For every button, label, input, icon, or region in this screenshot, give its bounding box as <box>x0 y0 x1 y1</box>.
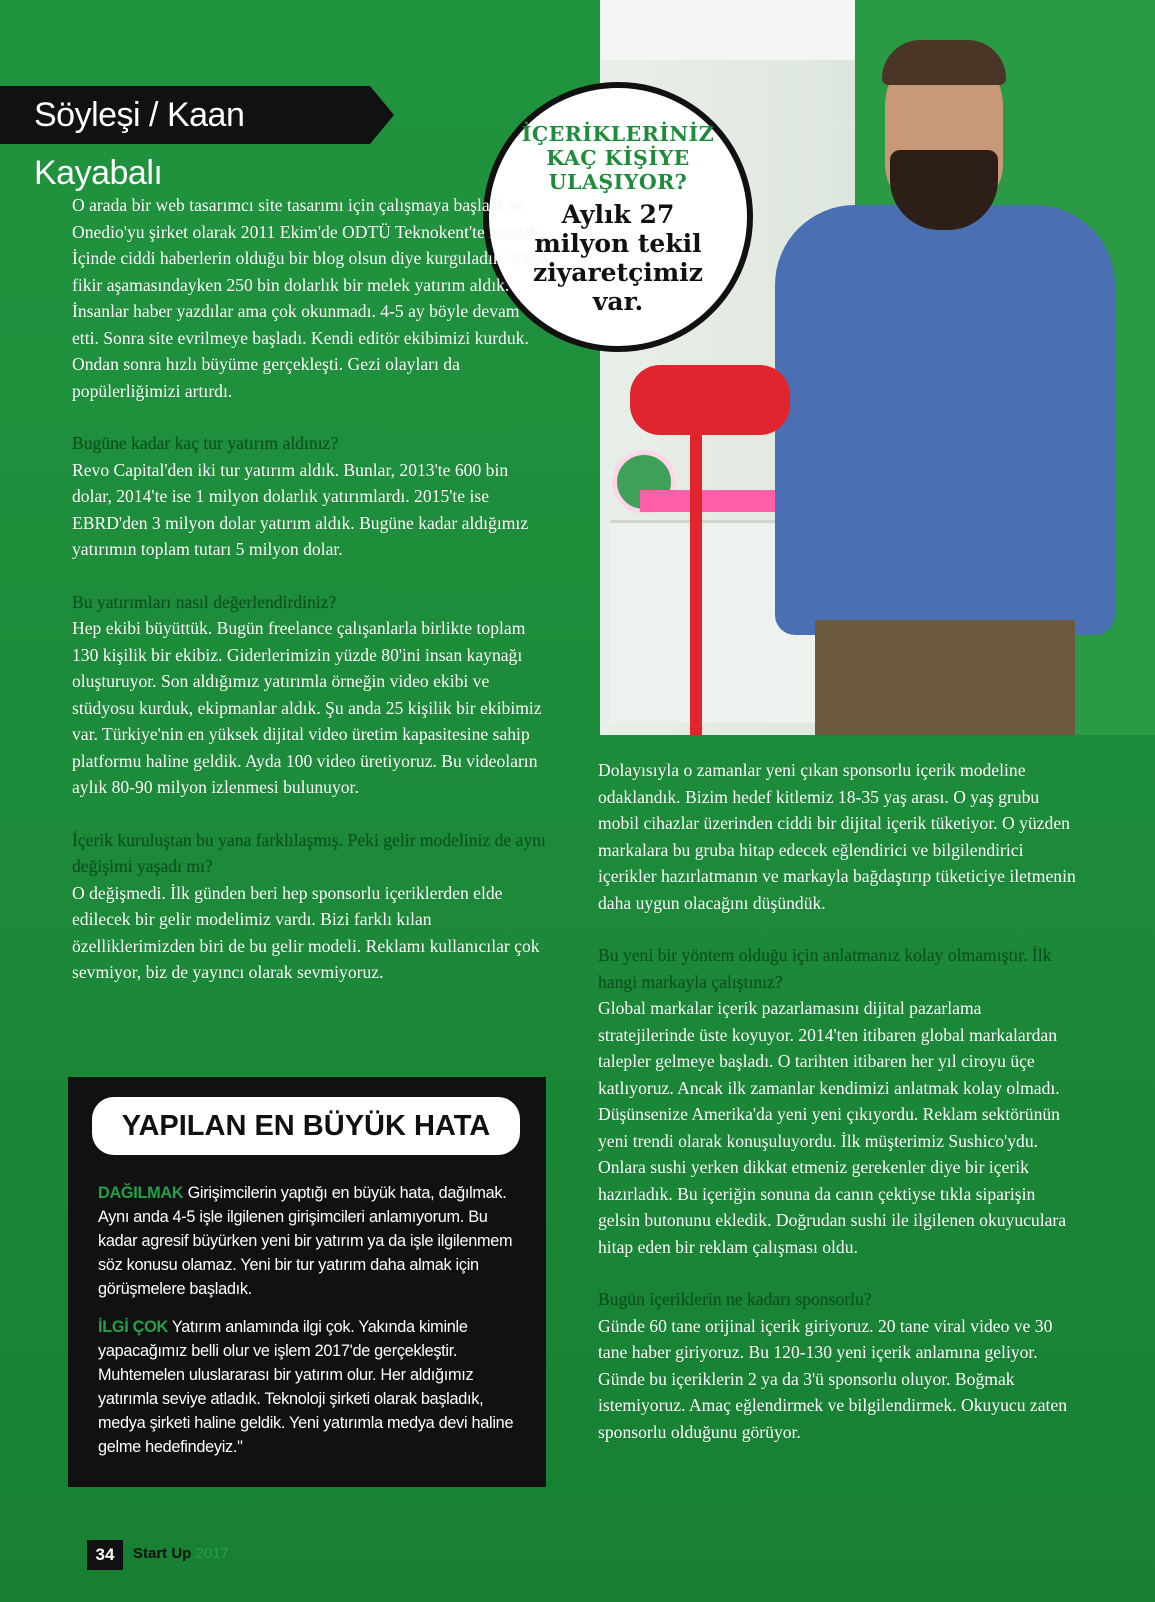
question: Bugün içeriklerin ne kadarı sponsorlu? <box>598 1289 872 1309</box>
bubble-answer: Aylık 27 milyon tekil ziyaretçimiz var. <box>533 200 703 316</box>
boxout-item-text: Yatırım anlamında ilgi çok. Yakında kiminle yapacağımız belli olur ve işlem 2017'de gerçekleştir. Muhtemelen uluslararası bir yatırım olur. Her aldığımız yatırımla seviye atladık. Teknoloji şirketi olarak başladık, medya şirketi haline geldik. Yeni yatırımla medya devi haline gelme hedefindeyiz." <box>98 1318 514 1456</box>
boxout-item <box>98 1181 518 1301</box>
answer: Günde 60 tane orijinal içerik giriyoruz. 20 tane viral video ve 30 tane haber giriyoruz. Bu 120-130 yeni içerik anlamına geliyor. Günde bu içeriklerin 2 ya da 3'ü sponsorlu oluyor. Boğmak istemiyoruz. Amaç eğlendirmek ve bilgilendirmek. Okuyucu zaten sponsorlu olduğunu görüyor. <box>598 1315 1068 1442</box>
magazine-name: Start Up <box>133 1545 192 1562</box>
qa-block <box>72 589 550 801</box>
answer-paragraph: Dolayısıyla o zamanlar yeni çıkan sponsorlu içerik modeline odaklandık. Bizim hedef kitlemiz 18-35 yaş arası. O yaş grubu mobil cihazlar üzerinden ciddi bir dijital içerik tüketiyor. O yüzden markalara bu gruba hitap edecek eğlendirici ve bilgilendirici içerikler hazırlatmanın ve markayla bağdaştırıp tüketiciye iletmenin daha uygun olacağını düşündük. <box>598 760 1076 913</box>
boxout-item-text: Girişimcilerin yaptığı en büyük hata, dağılmak. Aynı anda 4-5 işle ilgilenen girişimcileri anlamıyorum. Bu kadar agresif büyürken yeni bir yatırım ya da işle ilgilenmem söz konusu olamaz. Yeni bir tur yatırım daha almak için görüşmelere başladık. <box>98 1184 513 1298</box>
left-column <box>72 192 550 1012</box>
boxout-body <box>98 1181 518 1473</box>
section-header-tab: Söyleşi / Kaan Kayabalı <box>0 86 370 144</box>
answer: Global markalar içerik pazarlamasını dijital pazarlama stratejilerinde üste koyuyor. 2014'ten itibaren global markalardan talepler gelmeye başladı. O tarihten itibaren her yıl ciroyu üçe katlıyoruz. Ancak ilk zamanlar kendimizi anlatmak kolay olmadı. Düşünsenize Amerika'da yeni yeni çıkıyordu. Reklam sektörünün yeni trendi olarak konuşuluyordu. İlk müşterimiz Sushico'ydu. Onlara sushi yerken dikkat etmeniz gerekenler diye bir içerik hazırladık. Bu içeriğin sonuna da canın çektiyse tıkla siparişin gelsin butonunu ekledik. Doğrudan sushi ile ilgilenen okuyuculara hitap eden bir reklam çalışması oldu. <box>598 998 1067 1257</box>
answer: Hep ekibi büyüttük. Bugün freelance çalışanlarla birlikte toplam 130 kişilik bir ekibiz. Giderlerimizin yüzde 80'ini insan kaynağı oluşturuyor. Son aldığımız yatırımla örneğin video ekibi ve stüdyosu kurduk, ekipmanlar aldık. Şu anda 25 kişilik bir ekibimiz var. Türkiye'nin en yüksek dijital video üretim kapasitesine sahip platformu haline geldik. Ayda 100 video üretiyoruz. Bu videoların aylık 80-90 milyon izlenmesi bulunuyor. <box>72 618 542 797</box>
issue-year: 2017 <box>195 1545 229 1562</box>
answer: Revo Capital'den iki tur yatırım aldık. Bunlar, 2013'te 600 bin dolar, 2014'te ise 1 milyon dolarlık yatırımlardı. 2015'te ise EBRD'den 3 milyon dolar yatırım aldık. Bugüne kadar aldığımız yatırımın toplam tutarı 5 milyon dolar. <box>72 459 529 559</box>
boxout-item-label: İLGİ ÇOK <box>98 1318 168 1336</box>
boxout-item-label: DAĞILMAK <box>98 1184 184 1202</box>
question: Bu yatırımları nasıl değerlendirdiniz? <box>72 591 337 612</box>
qa-block <box>72 827 550 986</box>
qa-block <box>598 942 1078 1260</box>
qa-block <box>72 430 550 563</box>
boxout-title: YAPILAN EN BÜYÜK HATA <box>92 1097 520 1155</box>
magazine-label <box>133 1545 229 1562</box>
bubble-question: İÇERİKLERİNİZ KAÇ KİŞİYE ULAŞIYOR? <box>521 122 715 194</box>
qa-block <box>598 1286 1078 1445</box>
question: Bu yeni bir yöntem olduğu için anlatmanız kolay olmamıştır. İlk hangi markayla çalıştınız? <box>598 945 1052 992</box>
question: İçerik kuruluştan bu yana farklılaşmış. Peki gelir modeliniz de aynı değişimi yaşadı mı? <box>72 829 546 876</box>
answer: O değişmedi. İlk günden beri hep sponsorlu içeriklerden elde edilecek bir gelir modelimiz vardı. Bizi farklı kılan özelliklerimizden biri de bu gelir modeli. Reklamı kullanıcılar çok sevmiyor, biz de yayıncı olarak sevmiyoruz. <box>72 882 540 982</box>
boxout-panel <box>68 1077 546 1487</box>
right-column <box>598 757 1078 1471</box>
boxout-item <box>98 1315 518 1459</box>
page-number: 34 <box>87 1540 123 1570</box>
question: Bugüne kadar kaç tur yatırım aldınız? <box>72 433 339 453</box>
intro-paragraph: O arada bir web tasarımcı site tasarımı için çalışmaya başladı ve Onedio'yu şirket olarak 2011 Ekim'de ODTÜ Teknokent'te kurduk. İçinde ciddi haberlerin olduğu bir blog olsun diye kurguladık. Daha fikir aşamasındayken 250 bin dolarlık bir melek yatırım aldık. İnsanlar haber yazdılar ama çok okunmadı. 4-5 ay böyle devam etti. Sonra site evrilmeye başladı. Kendi editör ekibimizi kurduk. Ondan sonra hızlı büyüme gerçekleşti. Gezi olayları da popülerliğimizi artırdı. <box>72 195 548 401</box>
